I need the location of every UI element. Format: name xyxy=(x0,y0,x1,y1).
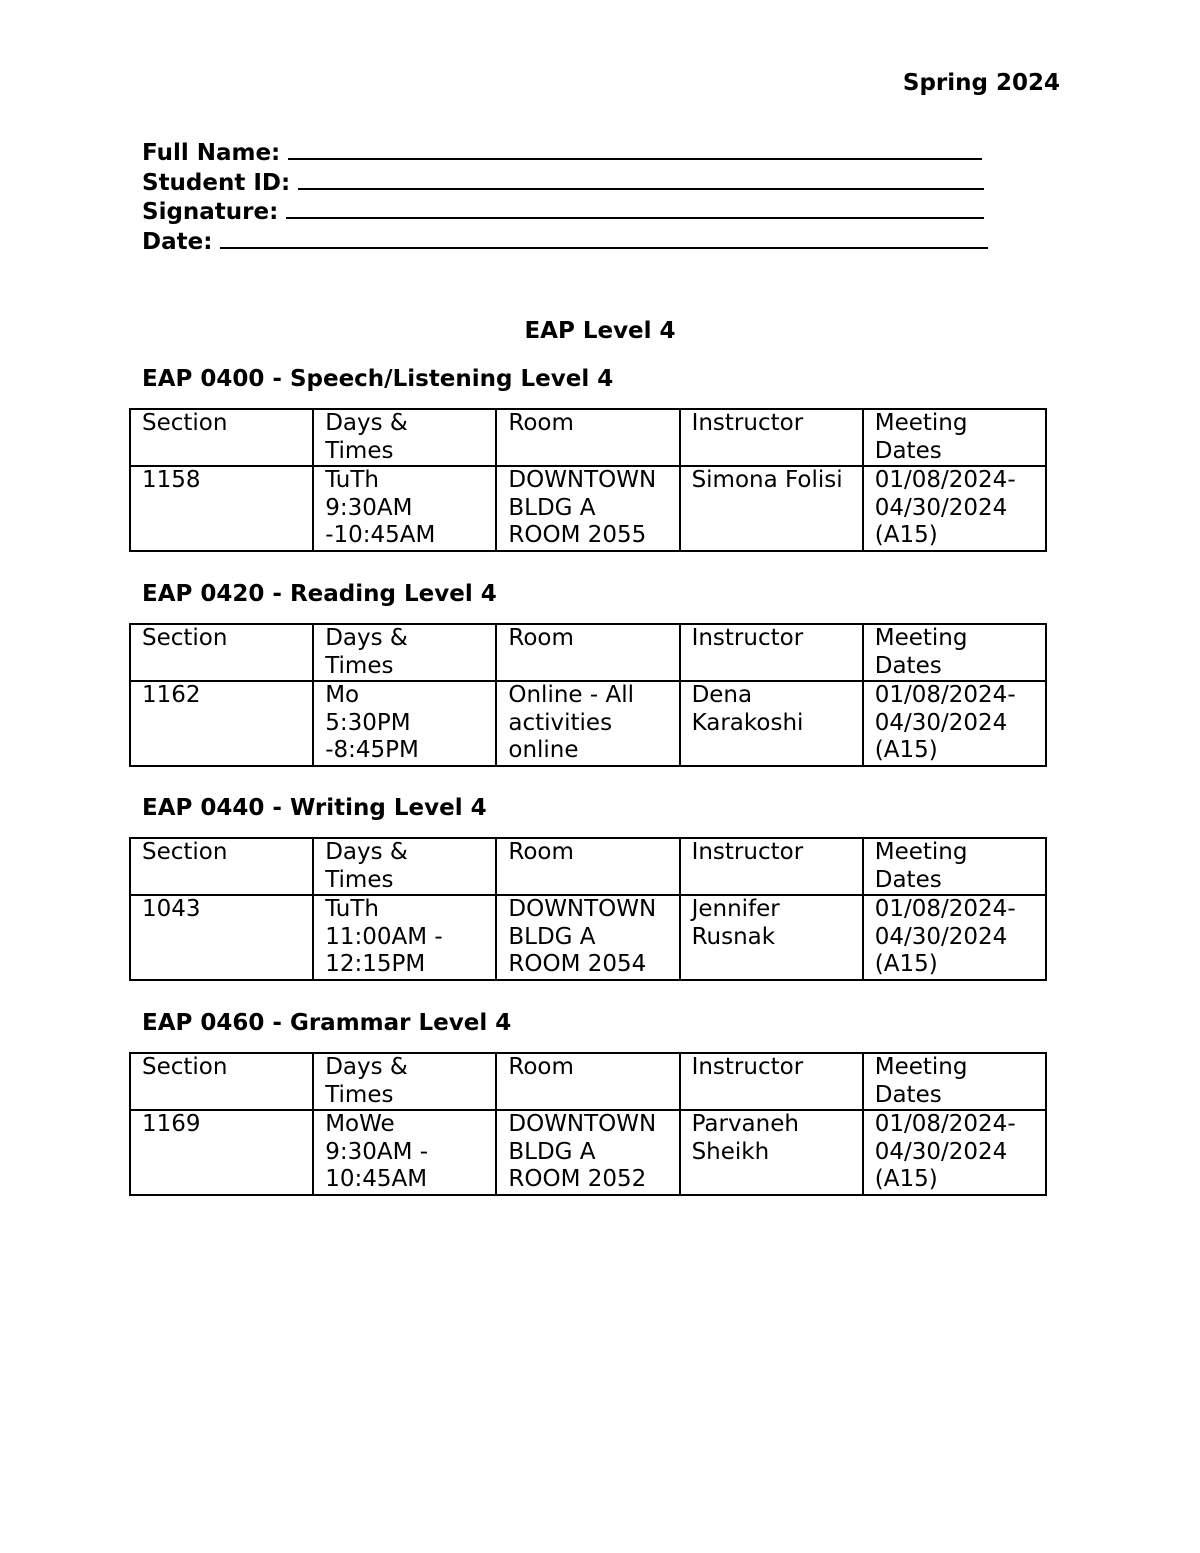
cell-text: ROOM 2055 xyxy=(508,522,647,548)
col-room-header xyxy=(496,624,679,681)
col-room-header xyxy=(496,409,679,466)
course-title: EAP 0440 - Writing Level 4 xyxy=(142,795,487,821)
student-id-label: Student ID: xyxy=(142,169,291,196)
col-meeting-header xyxy=(863,624,1046,681)
cell-text: TuTh xyxy=(325,896,379,922)
student-info-form xyxy=(142,140,990,258)
cell-text: Days & xyxy=(325,839,408,865)
cell-text: activities xyxy=(508,709,613,736)
table-header-row xyxy=(130,838,1046,895)
table-row xyxy=(130,1110,1046,1195)
col-meeting-header xyxy=(863,1053,1046,1110)
cell-text: Days & xyxy=(325,1054,408,1080)
cell-text: Section xyxy=(142,839,228,865)
col-days-header xyxy=(313,624,496,681)
instructor-cell xyxy=(680,466,863,551)
meeting-dates-cell xyxy=(863,895,1046,980)
days-times-cell xyxy=(313,895,496,980)
cell-text: Room xyxy=(508,1054,574,1080)
cell-text: (A15) xyxy=(874,951,938,977)
col-room-header xyxy=(496,838,679,895)
col-days-header xyxy=(313,1053,496,1110)
cell-text: 12:15PM xyxy=(325,951,426,977)
days-times-cell xyxy=(313,681,496,766)
cell-text: 01/08/2024- xyxy=(874,682,1016,708)
cell-text: Dena xyxy=(691,682,753,708)
cell-text: Instructor xyxy=(691,625,804,651)
cell-text: 1169 xyxy=(142,1111,201,1137)
cell-text: 01/08/2024- xyxy=(874,1111,1016,1137)
cell-text: 9:30AM xyxy=(325,494,413,521)
student-id-field[interactable] xyxy=(298,170,984,190)
col-room-header xyxy=(496,1053,679,1110)
cell-text: -10:45AM xyxy=(325,522,436,548)
col-meeting-header xyxy=(863,409,1046,466)
cell-text: ROOM 2054 xyxy=(508,951,647,977)
cell-text: DOWNTOWN xyxy=(508,1111,657,1137)
room-cell xyxy=(496,895,679,980)
col-section-header xyxy=(130,1053,313,1110)
date-row xyxy=(142,229,990,259)
cell-text: 1158 xyxy=(142,467,201,493)
cell-text: Sheikh xyxy=(691,1138,770,1165)
table-row xyxy=(130,895,1046,980)
cell-text: Meeting xyxy=(874,410,968,436)
cell-text: BLDG A xyxy=(508,1138,596,1165)
course-block xyxy=(129,1008,1047,1196)
cell-text: 04/30/2024 xyxy=(874,923,1008,950)
cell-text: 01/08/2024- xyxy=(874,896,1016,922)
section-cell xyxy=(130,1110,313,1195)
section-cell xyxy=(130,681,313,766)
cell-text: DOWNTOWN xyxy=(508,467,657,493)
cell-text: Meeting xyxy=(874,1054,968,1080)
cell-text: 01/08/2024- xyxy=(874,467,1016,493)
table-header-row xyxy=(130,624,1046,681)
cell-text: 1043 xyxy=(142,896,201,922)
cell-text: 5:30PM xyxy=(325,709,411,736)
cell-text: Instructor xyxy=(691,410,804,436)
cell-text: Dates xyxy=(874,866,942,893)
cell-text: Section xyxy=(142,410,228,436)
cell-text: Simona Folisi xyxy=(691,467,843,493)
cell-text: Days & xyxy=(325,410,408,436)
date-label: Date: xyxy=(142,228,213,255)
room-cell xyxy=(496,681,679,766)
cell-text: (A15) xyxy=(874,522,938,548)
cell-text: TuTh xyxy=(325,467,379,493)
cell-text: Section xyxy=(142,1054,228,1080)
cell-text: Jennifer xyxy=(691,896,780,922)
cell-text: Meeting xyxy=(874,625,968,651)
col-days-header xyxy=(313,838,496,895)
cell-text: BLDG A xyxy=(508,494,596,521)
full-name-row xyxy=(142,140,990,170)
cell-text: Days & xyxy=(325,625,408,651)
cell-text: ROOM 2052 xyxy=(508,1166,647,1192)
cell-text: Online - All xyxy=(508,682,634,708)
cell-text: online xyxy=(508,737,579,763)
table-header-row xyxy=(130,1053,1046,1110)
cell-text: Room xyxy=(508,839,574,865)
cell-text: 9:30AM - xyxy=(325,1138,429,1165)
signature-label: Signature: xyxy=(142,199,279,225)
cell-text: Times xyxy=(325,866,394,893)
cell-text: 04/30/2024 xyxy=(874,709,1008,736)
col-instructor-header xyxy=(680,409,863,466)
schedule-table xyxy=(129,837,1047,981)
cell-text: 04/30/2024 xyxy=(874,494,1008,521)
cell-text: Instructor xyxy=(691,839,804,865)
page-title: EAP Level 4 xyxy=(524,318,676,344)
full-name-field[interactable] xyxy=(288,140,982,160)
meeting-dates-cell xyxy=(863,1110,1046,1195)
cell-text: 04/30/2024 xyxy=(874,1138,1008,1165)
signature-row xyxy=(142,199,990,229)
cell-text: -8:45PM xyxy=(325,737,419,763)
section-cell xyxy=(130,466,313,551)
cell-text: 10:45AM xyxy=(325,1166,428,1192)
table-header-row xyxy=(130,409,1046,466)
cell-text: Dates xyxy=(874,1081,942,1108)
cell-text: (A15) xyxy=(874,737,938,763)
course-block xyxy=(129,793,1047,981)
col-meeting-header xyxy=(863,838,1046,895)
schedule-table xyxy=(129,1052,1047,1196)
instructor-cell xyxy=(680,681,863,766)
section-cell xyxy=(130,895,313,980)
cell-text: BLDG A xyxy=(508,923,596,950)
cell-text: Section xyxy=(142,625,228,651)
cell-text: 11:00AM - xyxy=(325,923,443,950)
cell-text: Times xyxy=(325,1081,394,1108)
course-block xyxy=(129,579,1047,767)
room-cell xyxy=(496,1110,679,1195)
schedule-table xyxy=(129,623,1047,767)
cell-text: Instructor xyxy=(691,1054,804,1080)
cell-text: 1162 xyxy=(142,682,201,708)
term-label: Spring 2024 xyxy=(902,70,1060,96)
signature-field[interactable] xyxy=(286,199,984,219)
cell-text: Mo xyxy=(325,682,360,708)
cell-text: Room xyxy=(508,410,574,436)
table-row xyxy=(130,466,1046,551)
cell-text: Dates xyxy=(874,437,942,464)
col-section-header xyxy=(130,624,313,681)
instructor-cell xyxy=(680,1110,863,1195)
course-title: EAP 0400 - Speech/Listening Level 4 xyxy=(142,366,614,392)
cell-text: Times xyxy=(325,437,394,464)
col-section-header xyxy=(130,838,313,895)
schedule-table xyxy=(129,408,1047,552)
meeting-dates-cell xyxy=(863,466,1046,551)
col-days-header xyxy=(313,409,496,466)
cell-text: Meeting xyxy=(874,839,968,865)
days-times-cell xyxy=(313,466,496,551)
days-times-cell xyxy=(313,1110,496,1195)
cell-text: Dates xyxy=(874,652,942,679)
col-instructor-header xyxy=(680,1053,863,1110)
course-title: EAP 0420 - Reading Level 4 xyxy=(142,581,497,607)
cell-text: Times xyxy=(325,652,394,679)
instructor-cell xyxy=(680,895,863,980)
course-title: EAP 0460 - Grammar Level 4 xyxy=(142,1010,512,1036)
course-block xyxy=(129,364,1047,552)
cell-text: Room xyxy=(508,625,574,651)
cell-text: (A15) xyxy=(874,1166,938,1192)
student-id-row xyxy=(142,170,990,200)
full-name-label: Full Name: xyxy=(142,140,281,166)
cell-text: Parvaneh xyxy=(691,1111,799,1137)
table-row xyxy=(130,681,1046,766)
cell-text: DOWNTOWN xyxy=(508,896,657,922)
col-section-header xyxy=(130,409,313,466)
cell-text: MoWe xyxy=(325,1111,395,1137)
cell-text: Karakoshi xyxy=(691,709,804,736)
room-cell xyxy=(496,466,679,551)
cell-text: Rusnak xyxy=(691,923,776,950)
col-instructor-header xyxy=(680,624,863,681)
col-instructor-header xyxy=(680,838,863,895)
meeting-dates-cell xyxy=(863,681,1046,766)
date-field[interactable] xyxy=(220,229,988,249)
